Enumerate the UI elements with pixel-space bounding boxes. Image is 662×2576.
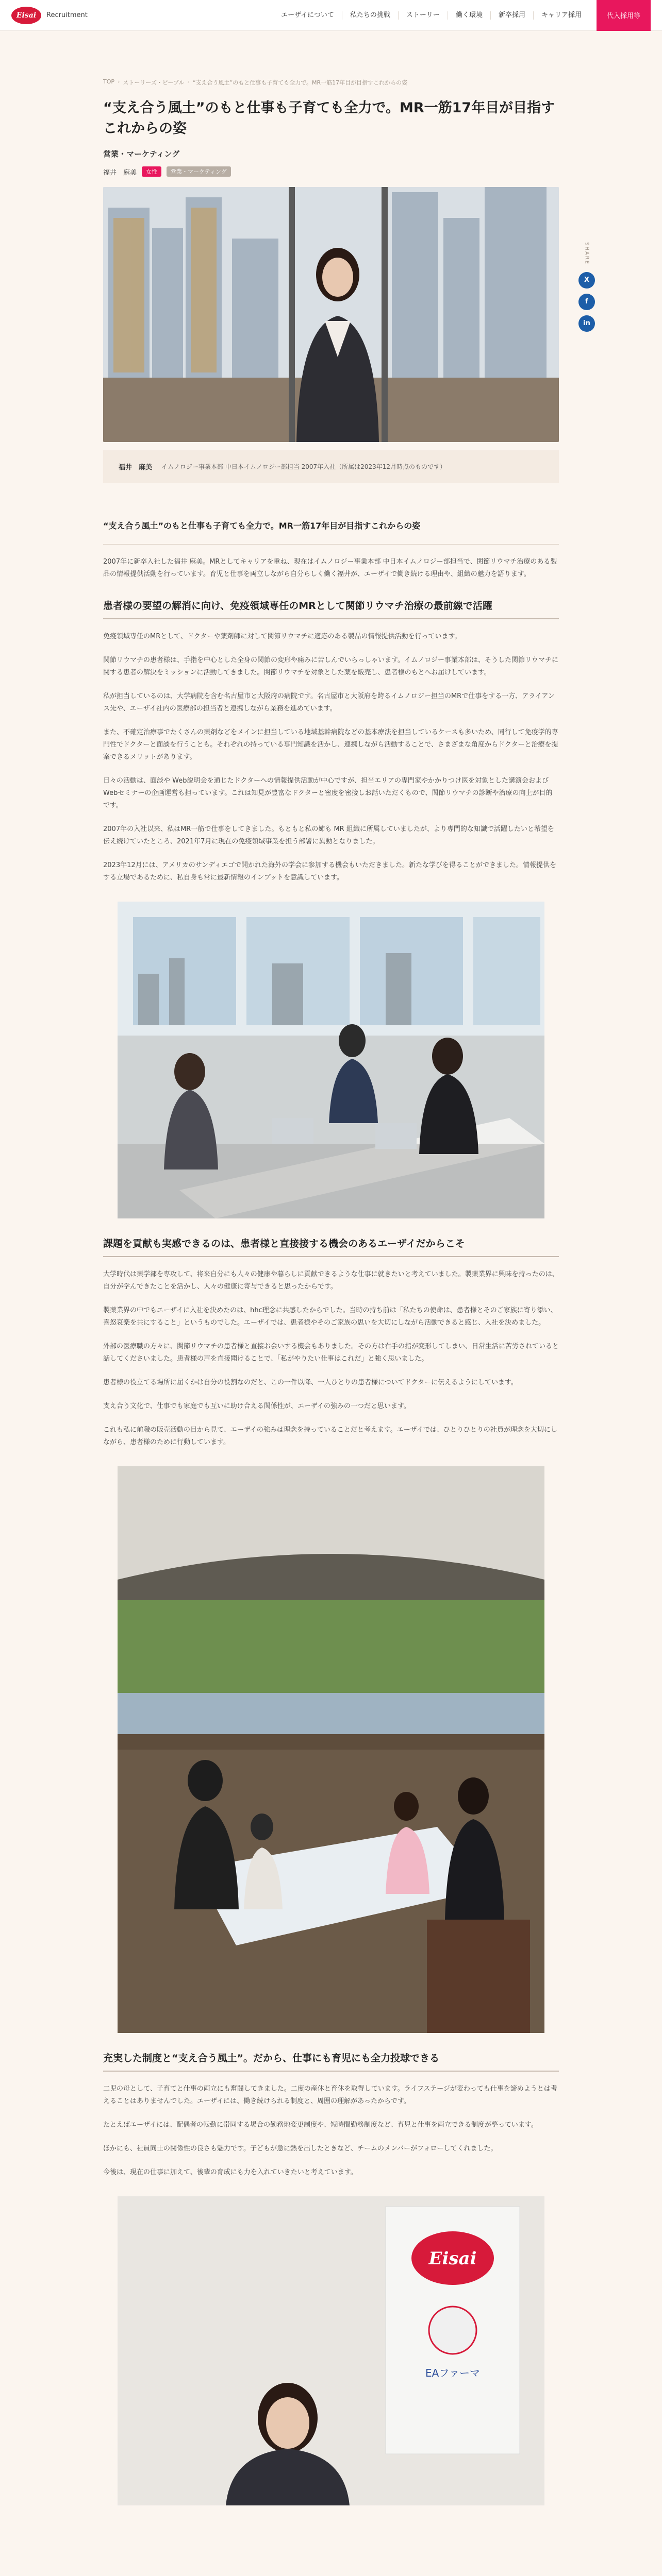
article bbox=[103, 31, 559, 2523]
divider bbox=[103, 544, 559, 545]
section-heading-2: 課題を貢献も実感できるのは、患者様と直接接する機会のあるエーザイだからこそ bbox=[103, 1236, 559, 1257]
profile-name: 福井 麻美 bbox=[119, 464, 153, 471]
section3-paragraph: ほかにも、社員同士の関係性の良さも魅力です。子どもが急に熱を出したときなど、チームのメンバーがフォローしてくれました。 bbox=[103, 2145, 498, 2153]
portrait-photo bbox=[103, 2196, 559, 2505]
breadcrumb-item-stories[interactable]: ストーリーズ・ピープル bbox=[123, 79, 185, 86]
breadcrumb-item-current: “支え合う風土”のもと仕事も子育ても全力で。MR一筋17年目が目指すこれからの姿 bbox=[192, 79, 408, 86]
section1-paragraph: 日々の活動は、面談や Web説明会を通じたドクターへの情報提供活動が中心ですが、担当エリアの専門家やかかりつけ医を対象とした講演会およびWebセミナーの企画運営も担っています。これは知見が豊富なドクターと密度を密接しお話いただくもので、関節リウマチの診断や治療の向上が目的です。 bbox=[103, 777, 553, 809]
category: 営業・マーケティング bbox=[103, 149, 180, 159]
global-nav bbox=[273, 0, 651, 31]
portrait-photo-image bbox=[118, 2196, 544, 2505]
section-heading-1: 患者様の要望の解消に向け、免疫領域専任のMRとして関節リウマチ治療の最前線で活躍 bbox=[103, 598, 559, 619]
share-label: SHARE bbox=[584, 242, 590, 265]
site-header bbox=[0, 0, 662, 31]
office-photo-image bbox=[118, 902, 544, 1218]
logo[interactable] bbox=[11, 7, 88, 24]
hero-photo-image bbox=[103, 187, 559, 442]
nav-item-environment[interactable]: 働く環境 bbox=[448, 11, 490, 20]
section2-paragraph: 外部の医療職の方々に、関節リウマチの患者様と直接お会いする機会もありました。その方は右手の指が変形してしまい、日常生活に苦労されていると話してくださいました。患者様の声を直接聞けることで、「私がやりたい仕事はこれだ」と強く思いました。 bbox=[103, 1343, 559, 1363]
facebook-share-icon[interactable]: f bbox=[578, 294, 595, 310]
nav-item-about[interactable]: エーザイについて bbox=[281, 11, 334, 19]
tag-category[interactable]: 営業・マーケティング bbox=[167, 166, 231, 177]
family-photo-image bbox=[118, 1466, 544, 2033]
section2-paragraph: 大学時代は薬学部を専攻して、将来自分にも人々の健康や暮らしに貢献できるような仕事に就きたいと考えていました。製薬業界に興味を持ったのは、自分が学んできたことを活かし、人々の健康に寄与できると思ったからです。 bbox=[103, 1270, 559, 1291]
nav-item-newgrad[interactable]: 新卒採用 bbox=[490, 11, 533, 20]
profile-box bbox=[103, 450, 559, 483]
section3-paragraph: たとえばエーザイには、配偶者の転勤に帯同する場合の勤務地変更制度や、短時間勤務制度など、育児と仕事を両立できる制度が整っています。 bbox=[103, 2121, 538, 2129]
section2-paragraph: 支え合う文化で、仕事でも家庭でも互いに助け合える関係性が、エーザイの強みの一つだと思います。 bbox=[103, 1402, 410, 1410]
nav-item-story[interactable]: ストーリー bbox=[398, 11, 448, 20]
section1-paragraph: また、不確定治療事でたくさんの薬剤などをメインに担当している地域基幹病院などの基本療法を担当しているケースも多いため、同行して免疫学的専門性でドクターと面談を行うことも。それぞれの持っている専門知識を活かし、連携しながら活動することで、さまざまな角度からドクターと治療を提案できるメリットがあります。 bbox=[103, 728, 558, 761]
section2-paragraph: これも私に前職の販売活動の目から見て、エーザイの強みは理念を持っていることだと考えます。エーザイでは、ひとりひとりの社員が理念を大切にしながら、患者様のために行動しています。 bbox=[103, 1426, 557, 1446]
section1-paragraph: 2023年12月には、アメリカのサンディエゴで開かれた海外の学会に参加する機会もいただきました。新たな学びを得ることができました。情報提供をする立場であるために、私自身も常に最新情報のインプットを意識しています。 bbox=[103, 861, 557, 882]
profile-text: イムノロジー事業本部 中日本イムノロジー部担当 2007年入社（所属は2023年12月時点のものです） bbox=[161, 463, 446, 470]
section1-paragraph: 2007年の入社以来、私はMR一筋で仕事をしてきました。もともと私の姉も MR 組織に所属していましたが、より専門的な知識で活躍したいと希望を伝え続けていたところ、2021年7月に現在の免疫領域事業を担う部署に異動となりました。 bbox=[103, 825, 554, 845]
nav-item-career[interactable]: キャリア採用 bbox=[533, 11, 589, 20]
nav-item-challenge[interactable]: 私たちの挑戦 bbox=[342, 11, 398, 20]
svg-text:Eisai: Eisai bbox=[428, 2248, 477, 2269]
lead-heading: “支え合う風土”のもと仕事も子育ても全力で。MR一筋17年目が目指すこれからの姿 bbox=[103, 521, 421, 531]
breadcrumb: TOP › ストーリーズ・ピープル › “支え合う風土”のもと仕事も子育ても全力で。MR一筋17年目が目指すこれからの姿 bbox=[103, 78, 408, 86]
tag-female[interactable]: 女性 bbox=[142, 166, 161, 177]
section1-paragraph: 免疫領域専任のMRとして、ドクターや薬剤師に対して関節リウマチに適応のある製品の情報提供活動を行っています。 bbox=[103, 633, 461, 640]
section3-paragraph: 二児の母として、子育てと仕事の両立にも奮闘してきました。二度の産休と育休を取得しています。ライフステージが変わっても仕事を諦めようとは考えることはありませんでした。エーザイには、働き続けられる制度と、周囲の理解があったからです。 bbox=[103, 2085, 557, 2105]
person-name: 福井 麻美 bbox=[103, 168, 137, 177]
intro-paragraph: 2007年に新卒入社した福井 麻美。MRとしてキャリアを重ね、現在はイムノロジー事業本部 中日本イムノロジー部担当で、関節リウマチ治療のある製品の情報提供活動を行っています。育児と仕事を両立しながら自分らしく働く福井が、エーザイで働き続ける理由や、組織の魅力を語ります。 bbox=[103, 558, 557, 578]
section1-paragraph: 私が担当しているのは、大学病院を含む名古屋市と大阪府の病院です。名古屋市と大阪府を跨るイムノロジー担当のMRで仕事をする一方、アライアンス先や、エーザイ社内の医療部の担当者と連携しながら業務を進めています。 bbox=[103, 692, 555, 713]
family-photo bbox=[103, 1466, 559, 2033]
share-bar bbox=[576, 242, 597, 332]
linkedin-share-icon[interactable]: in bbox=[578, 315, 595, 332]
logo-text: Recruitment bbox=[46, 11, 88, 19]
section3-paragraph: 今後は、現在の仕事に加えて、後輩の育成にも力を入れていきたいと考えています。 bbox=[103, 2168, 357, 2176]
section2-paragraph: 患者様の役立てる場所に届くかは自分の役割なのだと、この一件以降、一人ひとりの患者様についてドクターに伝えるようにしています。 bbox=[103, 1379, 518, 1386]
person-line bbox=[103, 166, 559, 177]
eisai-logo-mark: Eisai bbox=[11, 7, 41, 24]
office-photo bbox=[103, 902, 559, 1218]
entry-button[interactable]: 代入採用等 bbox=[597, 0, 651, 31]
breadcrumb-item-top[interactable]: TOP bbox=[103, 78, 115, 85]
x-share-icon[interactable]: X bbox=[578, 272, 595, 289]
hero-photo bbox=[103, 187, 559, 442]
svg-text:EAファーマ: EAファーマ bbox=[425, 2367, 480, 2379]
page-title: “支え合う風土”のもと仕事も子育ても全力で。MR一筋17年目が目指すこれからの姿 bbox=[103, 100, 555, 137]
section2-paragraph: 製薬業界の中でもエーザイに入社を決めたのは、hhc理念に共感したからでした。当時の持ち前は「私たちの使命は、患者様とそのご家族に寄り添い、喜怒哀楽を共にすること」というものでした。エーザイでは、患者様やそのご家族の思いを大切にしながら活動できると感じ、入社を決めました。 bbox=[103, 1307, 557, 1327]
section-heading-3: 充実した制度と“支え合う風土”。だから、仕事にも育児にも全力投球できる bbox=[103, 2050, 559, 2072]
section1-paragraph: 関節リウマチの患者様は、手指を中心とした全身の関節の変形や痛みに苦しんでいらっしゃいます。イムノロジー事業本部は、そうした関節リウマチに関する患者の解決をミッションに活動してきました。関節リウマチを対象とした薬を販売し、患者様のもとへお届けしています。 bbox=[103, 656, 558, 676]
